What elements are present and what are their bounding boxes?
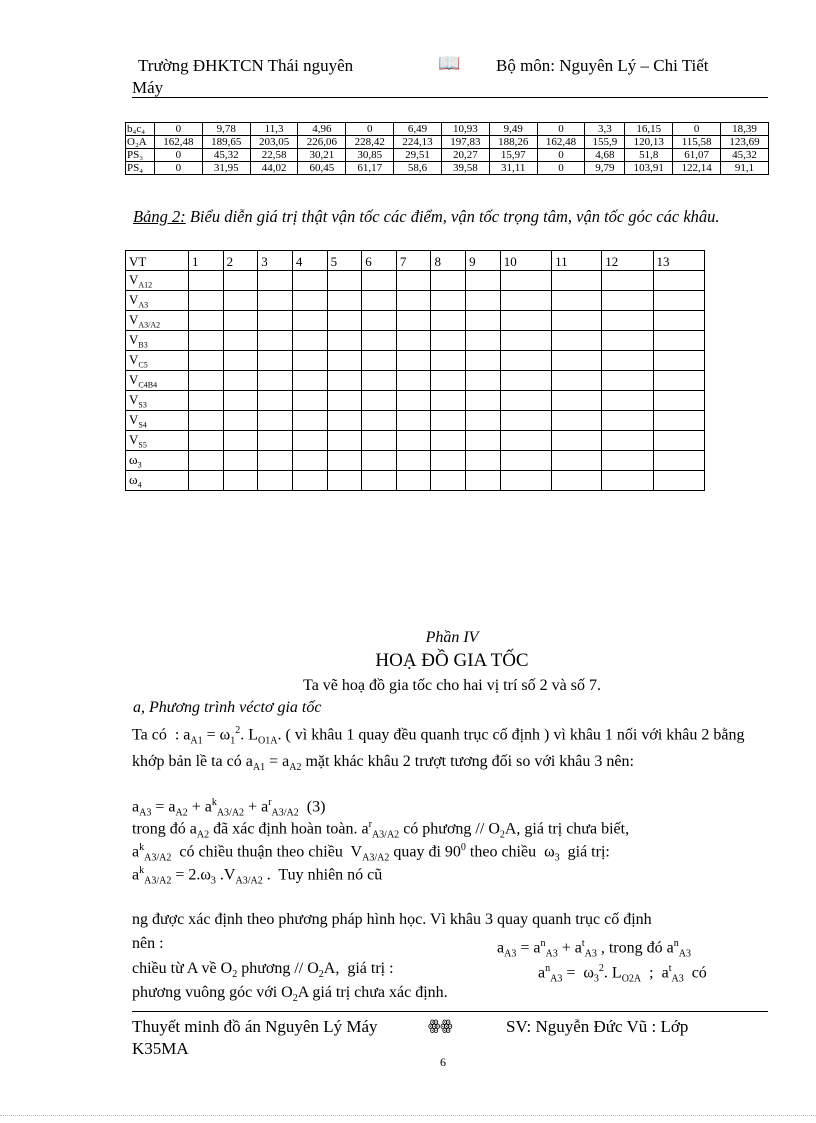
table-row — [126, 431, 705, 451]
table-cell — [362, 411, 397, 431]
table-cell — [466, 431, 501, 451]
table-cell — [223, 371, 258, 391]
table-cell: 45,32 — [202, 149, 250, 162]
column-header: 2 — [223, 251, 258, 271]
table-cell — [466, 331, 501, 351]
table-cell — [466, 451, 501, 471]
table-cell — [292, 411, 327, 431]
paragraph-6b: $a_{A3} = a^n_{A3} + a^t_{A3}$ , trong đó $a^n_{A3}$ — [497, 938, 691, 960]
table-cell: 58,6 — [394, 162, 442, 175]
table-cell: 0 — [537, 162, 585, 175]
table-cell — [500, 371, 551, 391]
table-cell — [552, 451, 602, 471]
table-cell: 61,07 — [673, 149, 721, 162]
row-label-main: V — [129, 372, 139, 388]
paragraph-6a: nên : — [132, 935, 164, 952]
table-cell: 31,95 — [202, 162, 250, 175]
table-cell — [362, 311, 397, 331]
table-cell — [396, 471, 431, 491]
table-cell — [431, 471, 466, 491]
table-cell — [431, 411, 466, 431]
table-cell — [431, 291, 466, 311]
table-cell — [653, 371, 704, 391]
row-label-main: ω — [129, 472, 138, 488]
table-cell — [258, 311, 293, 331]
column-header: 9 — [466, 251, 501, 271]
row-label-sub: C5 — [138, 361, 148, 370]
table-cell — [327, 431, 362, 451]
row-label-sub: A3 — [138, 301, 149, 310]
table-cell — [223, 411, 258, 431]
table-row — [126, 136, 769, 149]
footer-class: K35MA — [132, 1039, 189, 1058]
column-header: 8 — [431, 251, 466, 271]
table-cell — [396, 331, 431, 351]
table-cell — [327, 291, 362, 311]
row-label-main: V — [129, 432, 139, 448]
table-cell — [653, 451, 704, 471]
table-cell: 9,78 — [202, 123, 250, 136]
table-cell — [602, 451, 653, 471]
table-cell — [431, 451, 466, 471]
table-cell — [327, 451, 362, 471]
table-row — [126, 331, 705, 351]
table-cell — [500, 271, 551, 291]
table-cell — [396, 431, 431, 451]
row-label — [126, 471, 189, 491]
table-cell — [189, 451, 224, 471]
table-2-caption — [133, 207, 773, 227]
table-cell — [362, 291, 397, 311]
table-cell — [223, 391, 258, 411]
table-cell — [292, 331, 327, 351]
table-cell — [602, 391, 653, 411]
paragraph-7b: $a^n_{A3} = \omega_3^2$. $L_{O2A}$ ; $a^t_{A3}$ có — [538, 963, 707, 985]
table-cell — [552, 411, 602, 431]
page-number: 6 — [440, 1055, 446, 1069]
table-cell — [223, 451, 258, 471]
header-rule — [132, 97, 768, 98]
column-header: 7 — [396, 251, 431, 271]
table-cell — [602, 291, 653, 311]
table-cell: 162,48 — [537, 136, 585, 149]
table-cell: 39,58 — [441, 162, 489, 175]
table-cell — [189, 471, 224, 491]
table-cell — [653, 271, 704, 291]
table-cell — [189, 271, 224, 291]
table-cell: 30,21 — [298, 149, 346, 162]
table-cell — [466, 471, 501, 491]
table-cell — [653, 351, 704, 371]
table-cell — [258, 471, 293, 491]
table-cell — [602, 431, 653, 451]
row-label — [126, 411, 189, 431]
table-cell: 6,49 — [394, 123, 442, 136]
footer-student: SV: Nguyễn Đức Vũ : Lớp — [506, 1017, 689, 1036]
table-cell: 122,14 — [673, 162, 721, 175]
paragraph-1: Ta có : $a_{A1} = \omega_1^2$. $L_{O1A}$. ( vì khâu 1 quay đều quanh trục cố định ) vì khâu 1 nối với khâu 2 bằng khớp bản lề ta có $a_{A1} = a_{A2}$ mặt khác khâu 2 trượt tương đối so với khâu 3 nên: — [132, 725, 745, 773]
table-cell — [258, 331, 293, 351]
table-cell — [362, 331, 397, 351]
table-row — [126, 451, 705, 471]
header-department-cont: Máy — [132, 78, 164, 97]
table-cell: 18,39 — [721, 123, 769, 136]
table-cell: 189,65 — [202, 136, 250, 149]
table-header-row — [126, 251, 705, 271]
table-cell: 123,69 — [721, 136, 769, 149]
table-row — [126, 391, 705, 411]
row-label-main: V — [129, 292, 139, 308]
table-cell — [466, 271, 501, 291]
table-cell — [466, 311, 501, 331]
table-cell: 29,51 — [394, 149, 442, 162]
row-label-sub: 4 — [137, 481, 142, 490]
table-cell — [258, 431, 293, 451]
table-cell — [396, 291, 431, 311]
column-header: 3 — [258, 251, 293, 271]
table-cell — [362, 471, 397, 491]
row-label: PS₃ — [126, 149, 155, 162]
table-cell — [292, 271, 327, 291]
row-label — [126, 291, 189, 311]
table-cell — [292, 291, 327, 311]
table-cell — [362, 371, 397, 391]
table-cell: 103,91 — [625, 162, 673, 175]
table-cell — [552, 271, 602, 291]
table-cell — [431, 351, 466, 371]
table-cell — [653, 331, 704, 351]
table-cell: 0 — [673, 123, 721, 136]
table-cell — [189, 291, 224, 311]
table-row — [126, 149, 769, 162]
table-cell — [653, 291, 704, 311]
table-cell — [500, 311, 551, 331]
table-cell: 61,17 — [346, 162, 394, 175]
table-cell — [431, 331, 466, 351]
table-cell — [327, 391, 362, 411]
row-label-main: V — [129, 312, 139, 328]
row-label — [126, 451, 189, 471]
table-cell — [552, 351, 602, 371]
table-cell — [552, 431, 602, 451]
table-cell: 0 — [155, 123, 203, 136]
row-label-sub: B3 — [138, 341, 148, 350]
row-label-main: V — [129, 332, 139, 348]
column-header: 12 — [602, 251, 653, 271]
table-cell — [602, 411, 653, 431]
table-row — [126, 411, 705, 431]
table-cell — [653, 311, 704, 331]
table-cell — [327, 271, 362, 291]
table-cell — [466, 371, 501, 391]
table-cell: 197,83 — [441, 136, 489, 149]
table-cell — [396, 411, 431, 431]
section-intro: Ta vẽ hoạ đồ gia tốc cho hai vị trí số 2 và số 7. — [303, 677, 601, 694]
table-cell — [431, 371, 466, 391]
table-cell — [362, 351, 397, 371]
table-cell: 15,97 — [489, 149, 537, 162]
section-title: HOẠ ĐỒ GIA TỐC — [375, 650, 529, 671]
header-corner: VT — [126, 251, 189, 271]
table-cell: 30,85 — [346, 149, 394, 162]
table-row — [126, 311, 705, 331]
column-header: 5 — [327, 251, 362, 271]
table-cell — [500, 411, 551, 431]
table-cell — [602, 351, 653, 371]
table-cell — [258, 271, 293, 291]
table-cell — [552, 291, 602, 311]
row-label — [126, 391, 189, 411]
table-cell — [602, 331, 653, 351]
open-book-icon: 📖 — [438, 53, 461, 73]
table-cell: 4,96 — [298, 123, 346, 136]
table-cell — [292, 391, 327, 411]
table-cell — [362, 271, 397, 291]
header-school: Trường ĐHKTCN Thái nguyên — [138, 56, 354, 75]
table-cell — [327, 471, 362, 491]
table-cell — [500, 291, 551, 311]
table-cell — [552, 371, 602, 391]
table-cell: 203,05 — [250, 136, 298, 149]
table-cell — [396, 271, 431, 291]
table-cell: 10,93 — [441, 123, 489, 136]
table-data-1 — [125, 122, 769, 175]
table-cell: 4,68 — [585, 149, 625, 162]
row-label-sub: S5 — [138, 441, 147, 450]
table-cell — [327, 371, 362, 391]
row-label — [126, 311, 189, 331]
table-velocity — [125, 250, 705, 491]
table-cell: 60,45 — [298, 162, 346, 175]
table-cell: 162,48 — [155, 136, 203, 149]
table-cell: 188,26 — [489, 136, 537, 149]
table-cell — [362, 391, 397, 411]
table-cell: 51,8 — [625, 149, 673, 162]
table-cell — [189, 371, 224, 391]
table-cell — [362, 451, 397, 471]
table-cell — [500, 431, 551, 451]
table-cell — [396, 311, 431, 331]
row-label-main: ω — [129, 452, 138, 468]
table-cell — [189, 351, 224, 371]
table-row — [126, 162, 769, 175]
table-cell: 226,06 — [298, 136, 346, 149]
table-cell — [396, 351, 431, 371]
table-cell: 22,58 — [250, 149, 298, 162]
table-cell — [500, 451, 551, 471]
table-cell: 155,9 — [585, 136, 625, 149]
table-cell — [552, 471, 602, 491]
table-row — [126, 123, 769, 136]
table-cell: 0 — [346, 123, 394, 136]
table-cell: 0 — [155, 149, 203, 162]
table-cell — [223, 271, 258, 291]
table-cell — [223, 351, 258, 371]
footer-ornament-icon: ꙮꙮ — [428, 1019, 453, 1034]
table-cell — [602, 311, 653, 331]
paragraph-8: phương vuông góc với $O_2A$ giá trị chưa xác định. — [132, 984, 448, 1005]
section-part: Phần IV — [425, 629, 479, 646]
row-label-sub: A12 — [138, 281, 153, 290]
table-cell — [653, 471, 704, 491]
paragraph-7a: chiều từ A về $O_2$ phương // $O_2A$, giá trị : — [132, 960, 394, 981]
table-cell: 115,58 — [673, 136, 721, 149]
table-cell — [602, 371, 653, 391]
paragraph-4: $a^k_{A3/A2} = 2.\omega_3$ $.V_{A3/A2}$ . Tuy nhiên nó cũ — [132, 865, 383, 887]
table-cell — [327, 311, 362, 331]
table-cell — [500, 331, 551, 351]
column-header: 4 — [292, 251, 327, 271]
row-label — [126, 371, 189, 391]
table-cell — [292, 311, 327, 331]
table-cell: 9,49 — [489, 123, 537, 136]
equation-3: $a_{A3} = a_{A2} + a^k_{A3/A2} + a^r_{A3/A2}$ (3) — [132, 797, 326, 819]
table-cell — [223, 311, 258, 331]
row-label-sub: A3/A2 — [138, 321, 161, 330]
table-cell: 0 — [537, 149, 585, 162]
table-cell — [396, 451, 431, 471]
row-label-main: V — [129, 272, 139, 288]
table-cell: 31,11 — [489, 162, 537, 175]
table-cell: 44,02 — [250, 162, 298, 175]
table-cell — [653, 391, 704, 411]
table-cell — [602, 471, 653, 491]
table-row — [126, 291, 705, 311]
table-cell — [292, 451, 327, 471]
table-cell — [223, 431, 258, 451]
table-cell — [258, 411, 293, 431]
table-cell — [258, 371, 293, 391]
row-label — [126, 351, 189, 371]
column-header: 6 — [362, 251, 397, 271]
table-cell: 11,3 — [250, 123, 298, 136]
table-row — [126, 351, 705, 371]
section-subheading: a, Phương trình véctơ gia tốc — [133, 699, 322, 716]
table-cell — [602, 271, 653, 291]
row-label-main: V — [129, 352, 139, 368]
row-label-sub: S3 — [138, 401, 147, 410]
table-cell — [431, 271, 466, 291]
row-label: O₂A — [126, 136, 155, 149]
column-header: 1 — [189, 251, 224, 271]
table-cell: 20,27 — [441, 149, 489, 162]
table-cell — [552, 311, 602, 331]
table-cell — [327, 331, 362, 351]
table-cell: 224,13 — [394, 136, 442, 149]
table-cell — [653, 411, 704, 431]
caption-label: Bảng 2: — [133, 207, 186, 226]
table-cell: 228,42 — [346, 136, 394, 149]
row-label-main: V — [129, 392, 139, 408]
column-header: 13 — [653, 251, 704, 271]
table-cell — [396, 391, 431, 411]
table-cell — [223, 471, 258, 491]
table-cell — [189, 411, 224, 431]
column-header: 11 — [552, 251, 602, 271]
table-cell — [552, 331, 602, 351]
table-cell — [362, 431, 397, 451]
table-cell — [653, 431, 704, 451]
paragraph-5: ng được xác định theo phương pháp hình học. Vì khâu 3 quay quanh trục cố định — [132, 911, 652, 928]
table-cell — [223, 291, 258, 311]
table-cell — [258, 451, 293, 471]
table-cell: 120,13 — [625, 136, 673, 149]
table-cell — [189, 391, 224, 411]
page-bottom-divider — [0, 1115, 816, 1116]
row-label — [126, 331, 189, 351]
table-cell — [292, 431, 327, 451]
table-cell — [327, 411, 362, 431]
table-cell: 45,32 — [721, 149, 769, 162]
table-cell — [258, 391, 293, 411]
table-cell — [500, 471, 551, 491]
table-cell — [189, 331, 224, 351]
table-cell — [500, 351, 551, 371]
table-cell — [223, 331, 258, 351]
table-cell — [189, 311, 224, 331]
row-label: b₄c₄ — [126, 123, 155, 136]
table-cell: 0 — [537, 123, 585, 136]
footer-title: Thuyết minh đồ án Nguyên Lý Máy — [132, 1017, 378, 1036]
row-label: PS₄ — [126, 162, 155, 175]
row-label-sub: S4 — [138, 421, 147, 430]
table-cell — [258, 291, 293, 311]
paragraph-3: $a^k_{A3/A2}$ có chiều thuận theo chiều $V_{A3/A2}$ quay đi $90^0$ theo chiều $\omega_3$ giá trị: — [132, 842, 610, 864]
header-department: Bộ môn: Nguyên Lý – Chi Tiết — [496, 56, 709, 75]
table-row — [126, 371, 705, 391]
table-cell — [431, 391, 466, 411]
table-row — [126, 271, 705, 291]
table-cell — [500, 391, 551, 411]
column-header: 10 — [500, 251, 551, 271]
table-cell: 3,3 — [585, 123, 625, 136]
row-label-main: V — [129, 412, 139, 428]
table-cell — [466, 411, 501, 431]
table-cell — [292, 371, 327, 391]
table-row — [126, 471, 705, 491]
paragraph-2: trong đó $a_{A2}$ đã xác định hoàn toàn. $a^r_{A3/A2}$ có phương // $O_2A$, giá trị chưa biết, — [132, 819, 630, 841]
row-label-sub: 3 — [137, 461, 142, 470]
table-cell — [189, 431, 224, 451]
row-label — [126, 431, 189, 451]
row-label — [126, 271, 189, 291]
footer-rule — [132, 1011, 768, 1012]
table-cell — [431, 311, 466, 331]
table-cell: 0 — [155, 162, 203, 175]
table-cell — [396, 371, 431, 391]
table-cell — [466, 291, 501, 311]
table-cell — [466, 351, 501, 371]
table-cell — [327, 351, 362, 371]
table-cell — [466, 391, 501, 411]
table-cell: 16,15 — [625, 123, 673, 136]
table-cell — [552, 391, 602, 411]
caption-text: Biểu diễn giá trị thật vận tốc các điểm, vận tốc trọng tâm, vận tốc góc các khâu. — [185, 207, 720, 226]
table-cell — [292, 351, 327, 371]
table-cell: 91,1 — [721, 162, 769, 175]
table-cell — [258, 351, 293, 371]
table-cell — [292, 471, 327, 491]
table-cell — [431, 431, 466, 451]
row-label-sub: C4B4 — [138, 381, 158, 390]
table-cell: 9,79 — [585, 162, 625, 175]
